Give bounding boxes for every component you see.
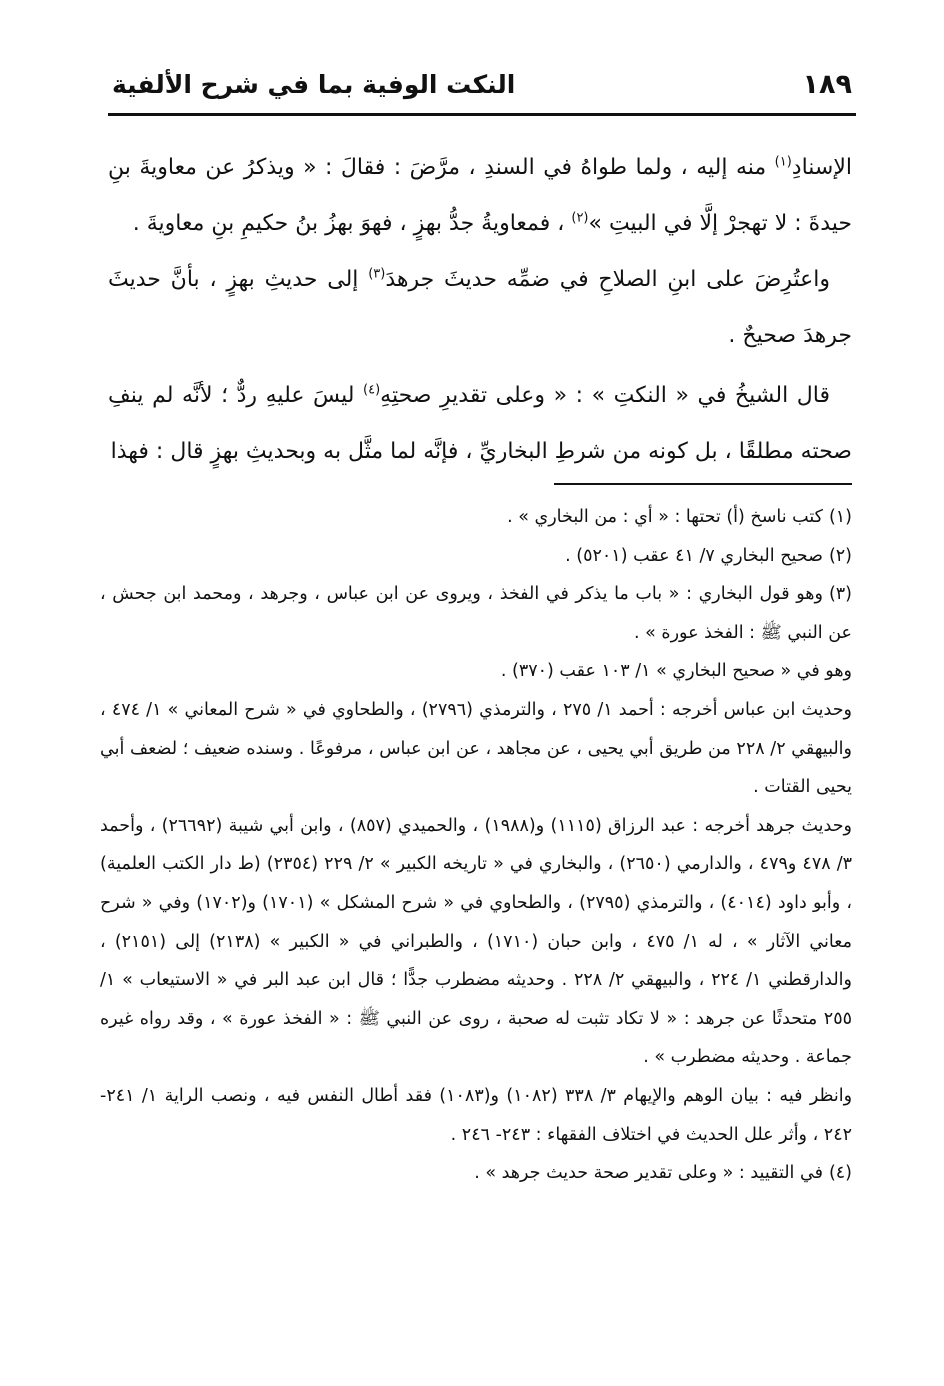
footnote-3-number: (٣) <box>828 584 852 605</box>
page-header <box>112 62 852 106</box>
paragraph-3-part-a: قال الشيخُ في « النكتِ » : « وعلى تقديرِ صحتِهِ <box>380 383 830 408</box>
header-rule <box>108 113 856 116</box>
main-text <box>108 140 852 480</box>
footnotes <box>100 498 852 1193</box>
footnote-4-number: (٤) <box>828 1163 852 1184</box>
footnote-3 <box>100 575 852 652</box>
footnote-separator <box>554 483 852 485</box>
paragraph-1-part-b: منه إليه ، ولما طواهُ في السندِ ، مرَّضَ : فقالَ : « ويذكرُ عن معاويةَ بنِ حيدةَ : لا تهجرْ إلَّا في البيتِ » <box>108 155 852 236</box>
footnote-3-paragraph-4: وحديث جرهد أخرجه : عبد الرزاق (١١١٥) و(١٩٨٨) ، والحميدي (٨٥٧) ، وابن أبي شيبة (٢٦٦٩٢) ، وأحمد ٣/ ٤٧٨ و٤٧٩ ، والدارمي (٢٦٥٠) ، والبخاري في « تاريخه الكبير » ٢/ ٢٢٩ (٢٣٥٤) (ط دار الكتب العلمية) ، وأبو داود (٤٠١٤) ، والترمذي (٢٧٩٥) ، والطحاوي في « شرح المشكل » (١٧٠١) و(١٧٠٢) وفي « شرح معاني الآثار » ، له ١/ ٤٧٥ ، وابن حبان (١٧١٠) ، والطبراني في « الكبير » (٢١٣٨) إلى (٢١٥١) ، والدارقطني ١/ ٢٢٤ ، والبيهقي ٢/ ٢٢٨ . وحديثه مضطرب جدًّا ؛ قال ابن عبد البر في « الاستيعاب » ١/ ٢٥٥ متحدثًا عن جرهد : « لا تكاد تثبت له صحبة ، روى عن النبي ﷺ : « الفخذ عورة » ، وقد رواه غيره جماعة . وحديثه مضطرب » . <box>100 815 853 1068</box>
footnote-ref-3: (٣) <box>368 266 386 282</box>
footnote-2-number: (٢) <box>828 545 852 566</box>
paragraph-2-part-a: واعتُرِضَ على ابنِ الصلاحِ في ضمِّه حديثَ جرهدَ <box>385 267 830 292</box>
footnote-1 <box>100 498 852 537</box>
footnote-4-text: في التقييد : « وعلى تقدير صحة حديث جرهد » . <box>474 1163 823 1184</box>
paragraph-3-part-b: ليسَ عليهِ ردٌّ ؛ لأنَّه لم ينفِ صحته مطلقًا ، بل كونه من شرطِ البخاريِّ ، فإنَّه لما مثَّل به وبحديثِ بهزٍ قال : فهذا <box>108 383 852 464</box>
footnote-4 <box>100 1154 852 1193</box>
footnote-3-text: وهو قول البخاري : « باب ما يذكر في الفخذ ، ويروى عن ابن عباس ، وجرهد ، ومحمد ابن جحش ، عن النبي ﷺ : الفخذ عورة » . <box>100 584 852 643</box>
page-number: ١٨٩ <box>802 68 852 100</box>
footnote-3-paragraph-5: وانظر فيه : بيان الوهم والإيهام ٣/ ٣٣٨ (١٠٨٢) و(١٠٨٣) فقد أطال النفس فيه ، ونصب الراية ١/ ٢٤١- ٢٤٢ ، وأثر علل الحديث في اختلاف الفقهاء : ٢٤٣- ٢٤٦ . <box>100 1085 853 1145</box>
paragraph-2-part-b: إلى حديثِ بهزٍ ، بأنَّ حديثَ جرهدَ صحيحٌ . <box>108 267 852 348</box>
paragraph-2 <box>108 252 852 364</box>
footnote-2-text: صحيح البخاري ٧/ ٤١ عقب (٥٢٠١) . <box>565 545 823 566</box>
paragraph-1-part-a: الإسنادِ <box>791 155 852 180</box>
footnote-ref-4: (٤) <box>363 382 381 398</box>
paragraph-1 <box>108 140 852 252</box>
footnote-ref-2: (٢) <box>571 210 589 226</box>
running-title: النكت الوفية بما في شرح الألفية <box>112 69 516 99</box>
footnote-3-paragraph-3: وحديث ابن عباس أخرجه : أحمد ١/ ٢٧٥ ، والترمذي (٢٧٩٦) ، والطحاوي في « شرح المعاني » ١/ ٤٧٤ ، والبيهقي ٢/ ٢٢٨ من طريق أبي يحيى ، عن مجاهد ، عن ابن عباس ، مرفوعًا . وسنده ضعيف ؛ لضعف أبي يحيى القتات . <box>100 699 852 798</box>
footnote-3-paragraph-2: وهو في « صحيح البخاري » ١/ ١٠٣ عقب (٣٧٠) . <box>500 661 852 682</box>
footnote-1-text: كتب ناسخ (أ) تحتها : « أي : من البخاري » . <box>507 507 823 527</box>
footnote-ref-1: (١) <box>774 154 792 170</box>
paragraph-1-part-c: ، فمعاويةُ جدُّ بهزٍ ، فهوَ بهزُ بنُ حكيمِ بنِ معاويةَ . <box>132 211 572 236</box>
footnote-2 <box>100 537 852 576</box>
paragraph-3 <box>108 368 852 480</box>
footnote-1-number: (١) <box>828 507 852 527</box>
